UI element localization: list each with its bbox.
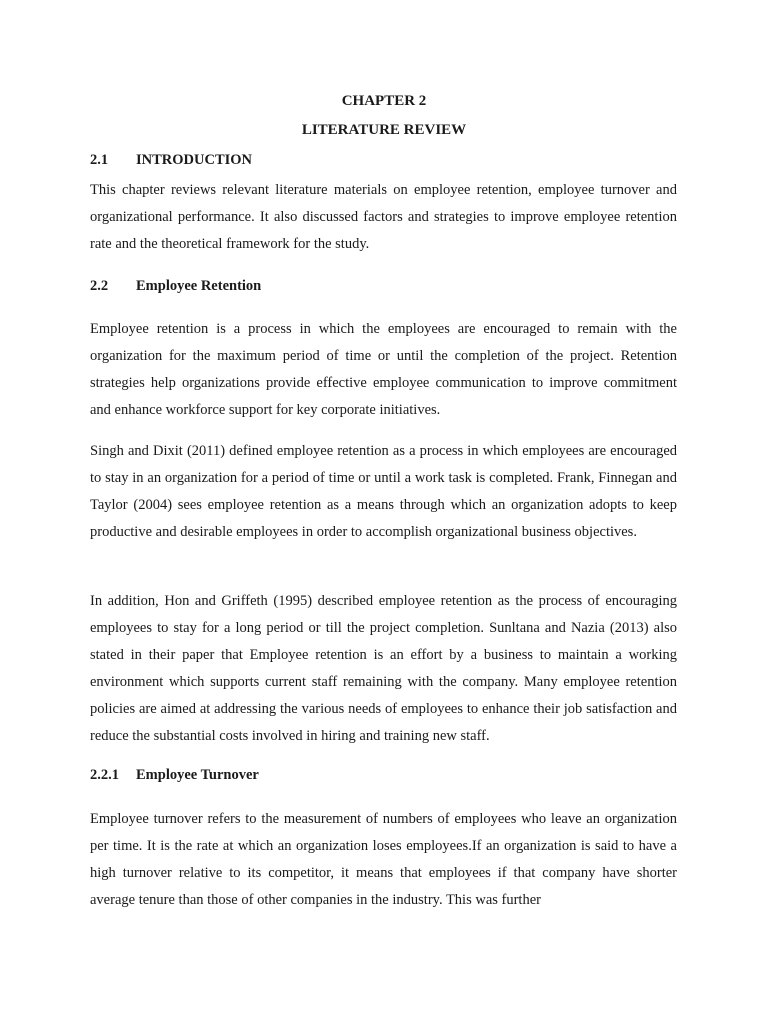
section-number: 2.2 [90, 278, 109, 294]
chapter-title: LITERATURE REVIEW [301, 122, 467, 138]
section-title: Employee Turnover [136, 767, 259, 783]
intro-paragraph: This chapter reviews relevant literature materials on employee retention, employee turnover and organizational performance. It also discussed factors and strategies to improve employee retention rate and the theoretical framework for the study. [90, 182, 677, 252]
retention-paragraph-3: In addition, Hon and Griffeth (1995) described employee retention as the process of encouraging employees to stay for a long period or till the project completion. Sunltana and Nazia (2013) also stated in their paper that Employee retention is an effort by a business to maintain a working environment which supports current staff remaining with the company. Many employee retention policies are aimed at addressing the various needs of employees to enhance their job satisfaction and reduce the substantial costs involved in hiring and training new staff. [90, 593, 677, 744]
turnover-paragraph: Employee turnover refers to the measurement of numbers of employees who leave an organization per time. It is the rate at which an organization loses employees.If an organization is said to have a high turnover relative to its competitor, it means that employees if that company have shorter average tenure than those of other companies in the industry. This was further [90, 811, 677, 908]
section-heading-introduction [90, 152, 252, 169]
section-number: 2.1 [90, 152, 109, 168]
retention-paragraph-2: Singh and Dixit (2011) defined employee retention as a process in which employees are encouraged to stay in an organization for a period of time or until a work task is completed. Frank, Finnegan and Taylor (2004) sees employee retention as a means through which an organization adopts to keep productive and desirable employees in order to accomplish organizational business objectives. [90, 443, 677, 540]
section-heading-employee-retention [90, 278, 261, 295]
chapter-number: CHAPTER 2 [341, 93, 427, 109]
section-number: 2.2.1 [90, 767, 119, 783]
section-heading-employee-turnover [90, 767, 259, 784]
retention-paragraph-1: Employee retention is a process in which the employees are encouraged to remain with the organization for the maximum period of time or until the completion of the project. Retention strategies help organizations provide effective employee communication to improve commitment and enhance workforce support for key corporate initiatives. [90, 321, 677, 418]
section-title: INTRODUCTION [136, 152, 253, 168]
section-title: Employee Retention [136, 278, 262, 294]
